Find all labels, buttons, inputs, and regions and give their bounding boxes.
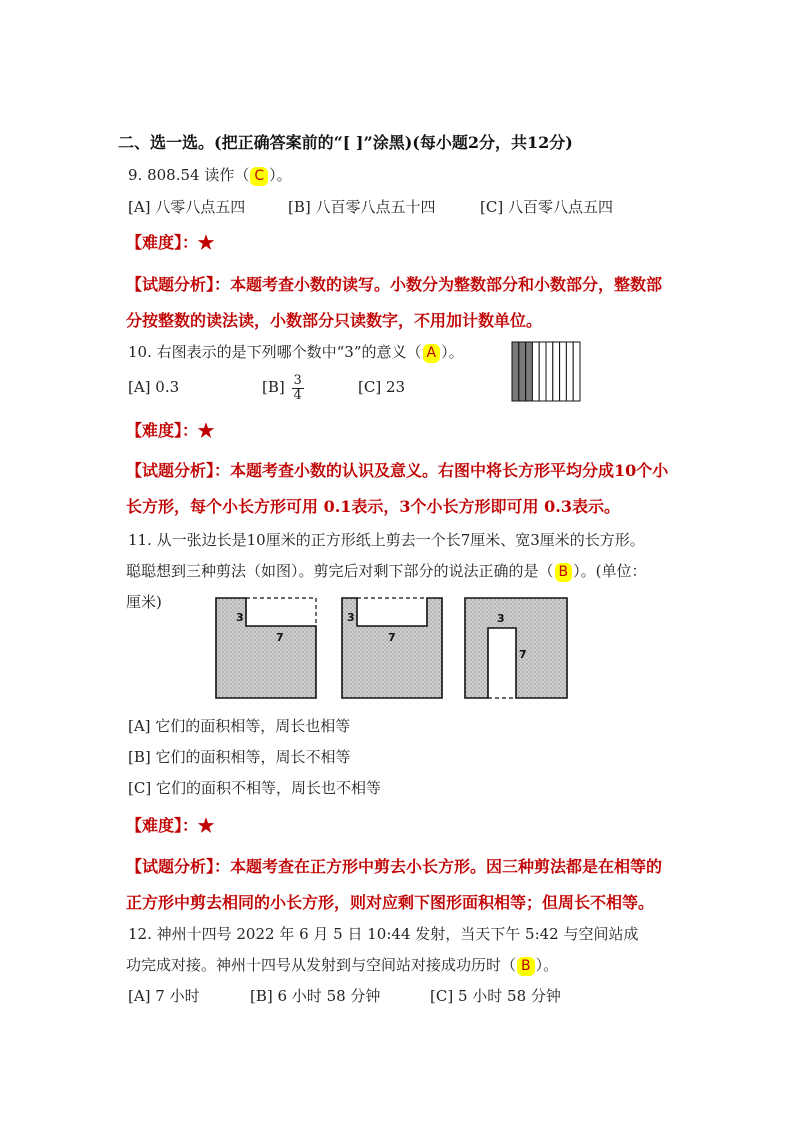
- blank-strip: [539, 342, 546, 401]
- q11-option-b[interactable]: [B] 它们的面积相等，周长不相等: [128, 748, 351, 766]
- q11-stem-line2-before: 聪聪想到三种剪法（如图）。剪完后对剩下部分的说法正确的是（: [126, 562, 554, 580]
- fraction: [292, 374, 304, 403]
- blank-strip: [560, 342, 567, 401]
- shaded-strip: [519, 342, 526, 401]
- q11-option-a[interactable]: [A] 它们的面积相等，周长也相等: [128, 717, 351, 735]
- q11-analysis-line1: 【试题分析】：本题考查在正方形中剪去小长方形。因三种剪法都是在相等的: [126, 857, 663, 876]
- blank-strip: [566, 342, 573, 401]
- q9-stem: [128, 165, 292, 186]
- q12-option-c[interactable]: [C] 5 小时 58 分钟: [430, 987, 561, 1005]
- fraction-denominator: 4: [293, 387, 302, 403]
- q10-answer-badge: A: [423, 344, 441, 363]
- figure-cut-bottom-slot: [465, 598, 567, 698]
- fig1-label-3: 3: [236, 611, 244, 624]
- q9-analysis-line1: 【试题分析】：本题考查小数的读写。小数分为整数部分和小数部分，整数部: [126, 275, 663, 294]
- difficulty-label: 【难度】：: [126, 233, 199, 252]
- difficulty-label: 【难度】：: [126, 816, 199, 835]
- q10-stem: [128, 342, 464, 363]
- difficulty-label: 【难度】：: [126, 421, 199, 440]
- fig2-label-7: 7: [388, 631, 396, 644]
- fig3-label-3: 3: [497, 612, 505, 625]
- star-icon: ★: [198, 233, 215, 252]
- q11-cut-figures: [214, 595, 570, 701]
- q12-answer-badge: B: [517, 957, 535, 976]
- q11-difficulty: [126, 816, 214, 836]
- q12-stem-line2-before: 功完成对接。神州十四号从发射到与空间站对接成功历时（: [126, 956, 517, 974]
- q11-analysis-line2: 正方形中剪去相同的小长方形，则对应剩下图形面积相等；但周长不相等。: [126, 893, 655, 912]
- fig3-label-7: 7: [519, 648, 527, 661]
- q10-option-c[interactable]: [C] 23: [358, 378, 406, 396]
- q10-analysis-line1: 【试题分析】：本题考查小数的认识及意义。右图中将长方形平均分成10个小: [126, 461, 669, 480]
- q11-option-c[interactable]: [C] 它们的面积不相等，周长也不相等: [128, 779, 381, 797]
- fraction-numerator: 3: [293, 372, 302, 388]
- q10-option-a[interactable]: [A] 0.3: [128, 378, 180, 396]
- q11-stem-line2: [126, 561, 646, 582]
- q9-stem-before: 9. 808.54 读作（: [128, 166, 250, 184]
- q9-option-c[interactable]: [C] 八百零八点五四: [480, 198, 613, 216]
- blank-strip: [532, 342, 539, 401]
- q11-stem-line2-after: ）。(单位：: [573, 562, 647, 580]
- figure-cut-corner: [216, 598, 316, 698]
- blank-strip: [573, 342, 580, 401]
- figure-cut-top-middle: [342, 598, 442, 698]
- q10-stem-before: 10. 右图表示的是下列哪个数中“3”的意义（: [128, 343, 422, 361]
- q11-stem-line1: 11. 从一张边长是10厘米的正方形纸上剪去一个长7厘米、宽3厘米的长方形。: [128, 531, 645, 549]
- shaded-strip: [512, 342, 519, 401]
- blank-strip: [546, 342, 553, 401]
- q12-option-a[interactable]: [A] 7 小时: [128, 987, 200, 1005]
- blank-strip: [553, 342, 560, 401]
- section-title: 二、选一选。(把正确答案前的“[ ]”涂黑)(每小题2分，共12分): [118, 133, 573, 152]
- q9-option-b[interactable]: [B] 八百零八点五十四: [288, 198, 436, 216]
- q12-stem-line2-after: ）。: [535, 956, 559, 974]
- q12-stem-line2: [126, 955, 558, 976]
- q12-stem-line1: 12. 神州十四号 2022 年 6 月 5 日 10:44 发射，当天下午 5:42 与空间站成: [128, 925, 639, 943]
- q11-answer-badge: B: [555, 563, 573, 582]
- q9-analysis-line2: 分按整数的读法读，小数部分只读数字，不用加计数单位。: [126, 311, 543, 330]
- fig2-label-3: 3: [347, 611, 355, 624]
- q10-option-b-label: [B]: [262, 378, 285, 396]
- star-icon: ★: [198, 816, 215, 835]
- q10-analysis-line2: 长方形，每个小长方形可用 0.1表示，3个小长方形即可用 0.3表示。: [126, 497, 620, 516]
- shaded-strip: [526, 342, 533, 401]
- q9-difficulty: [126, 233, 214, 253]
- q9-answer-badge: C: [250, 167, 268, 186]
- q9-stem-after: ）。: [269, 166, 292, 184]
- q11-stem-line3: 厘米): [126, 593, 162, 611]
- q10-stem-after: ）。: [441, 343, 464, 361]
- q10-difficulty: [126, 421, 214, 441]
- q9-option-a[interactable]: [A] 八零八点五四: [128, 198, 246, 216]
- q10-option-b[interactable]: [262, 368, 306, 406]
- fig1-label-7: 7: [276, 631, 284, 644]
- q10-strip-figure: [510, 341, 582, 403]
- star-icon: ★: [198, 421, 215, 440]
- q12-option-b[interactable]: [B] 6 小时 58 分钟: [250, 987, 381, 1005]
